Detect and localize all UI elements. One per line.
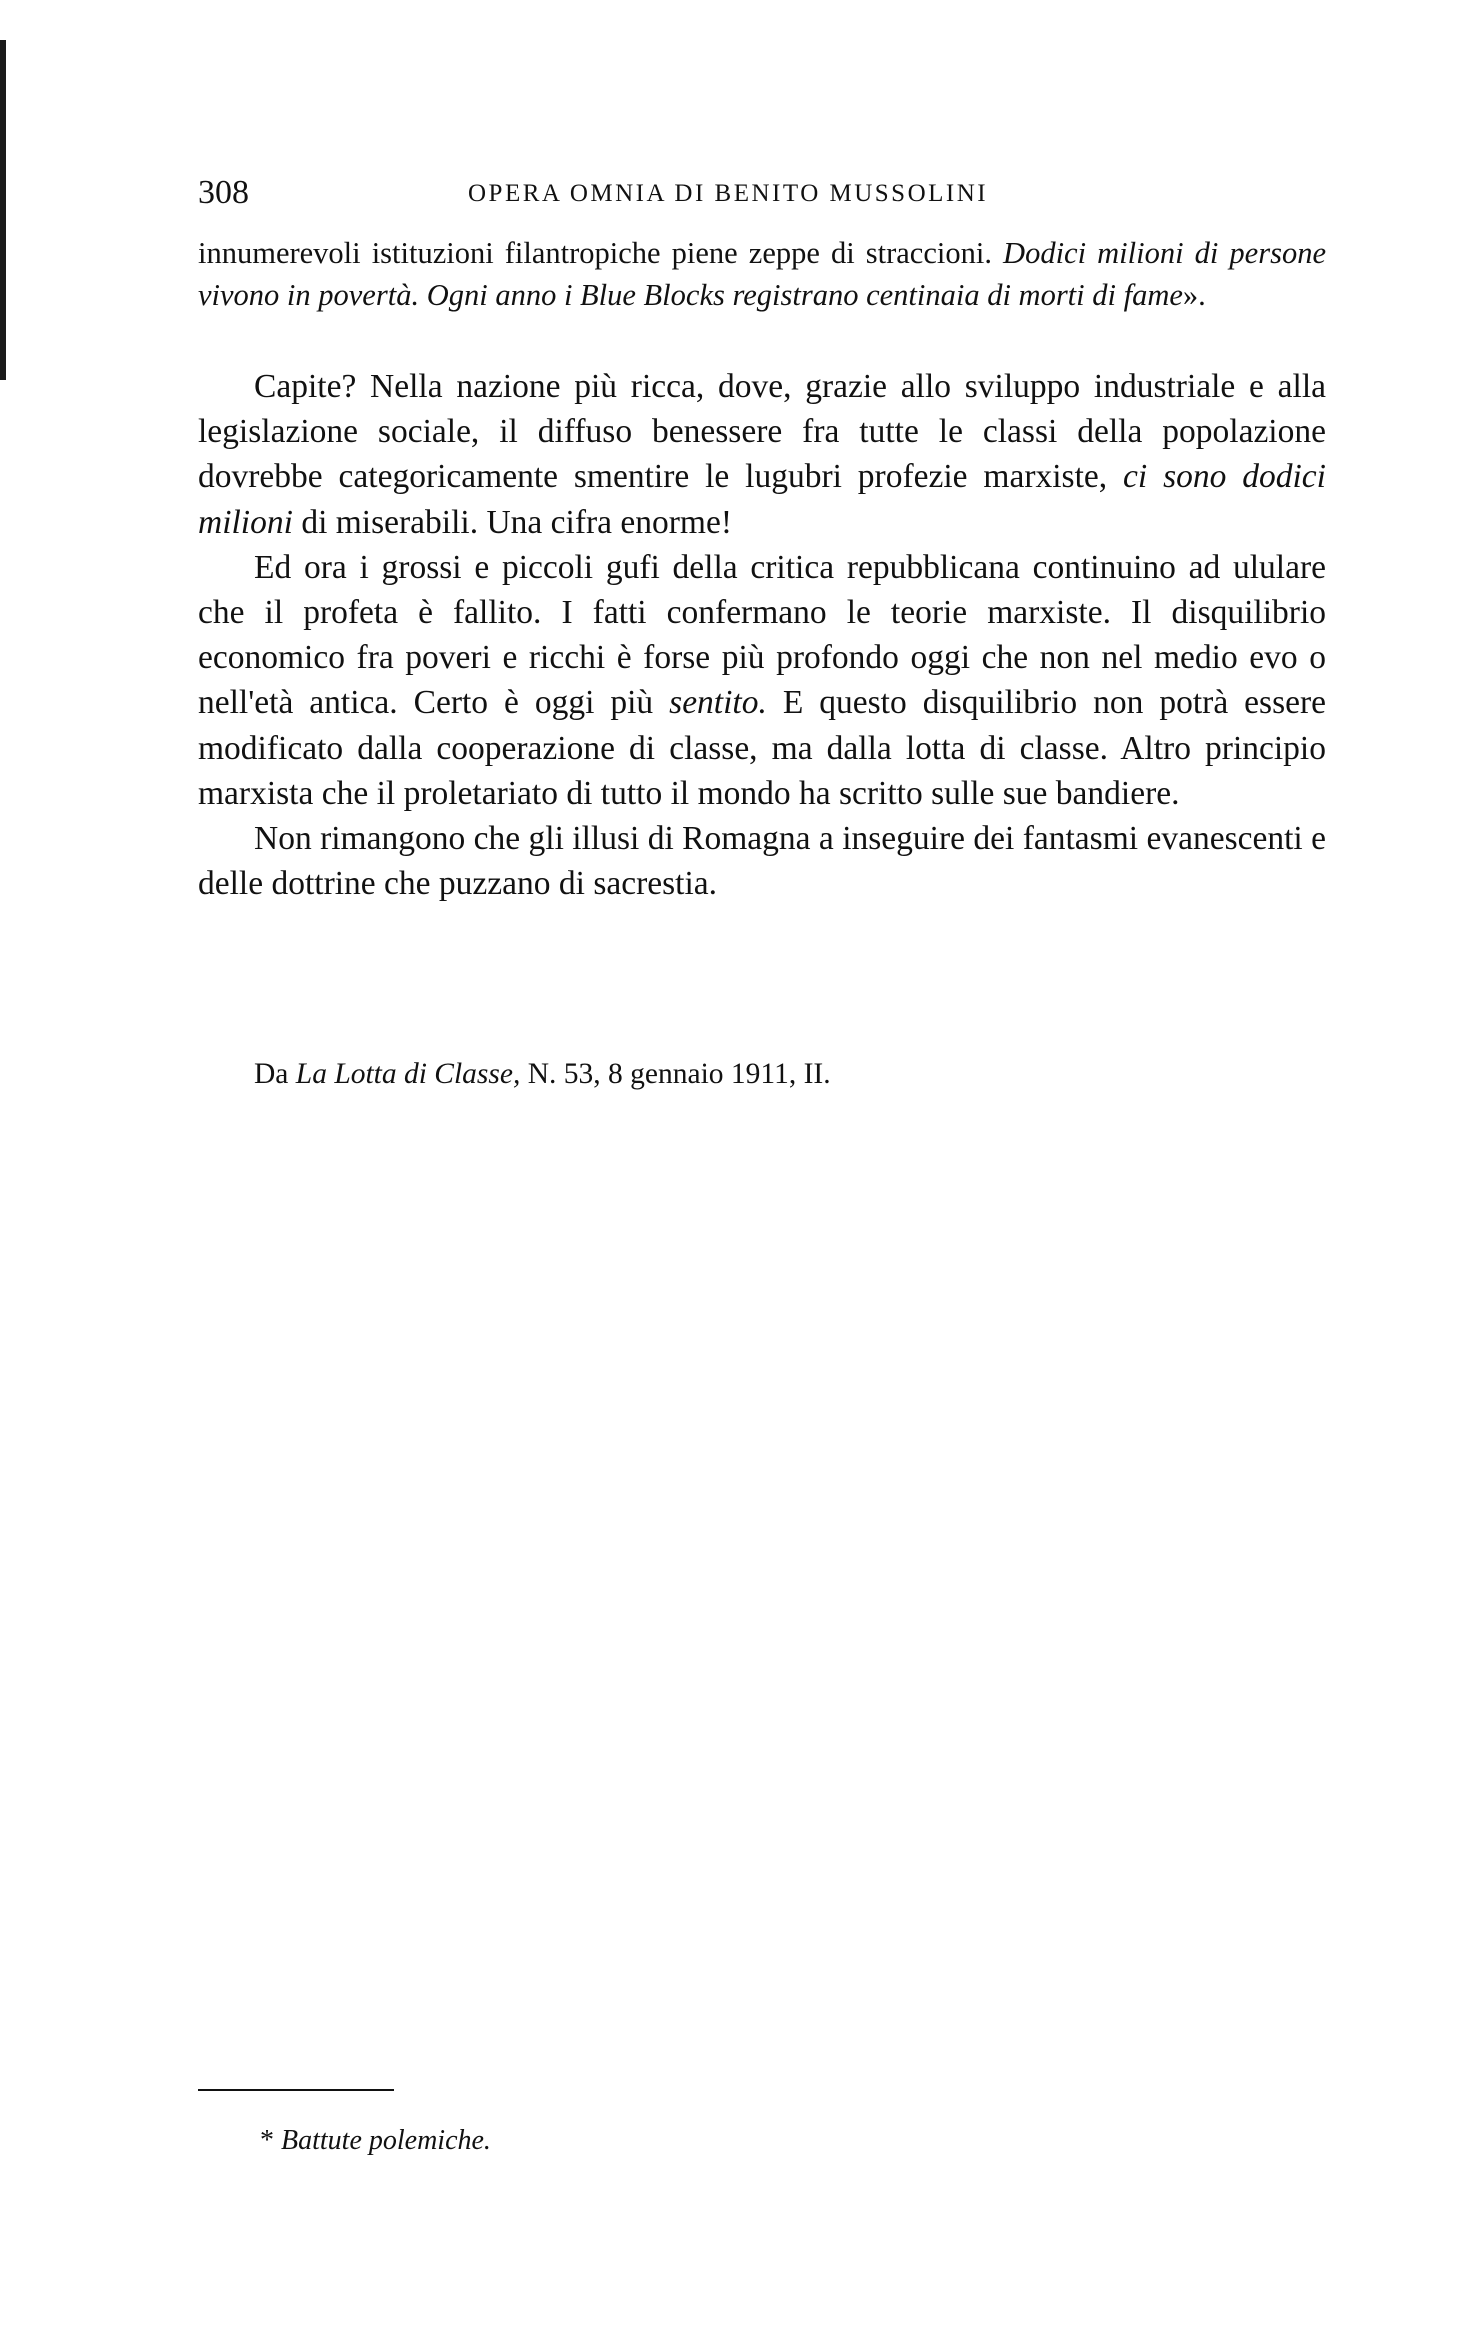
- footnote: [260, 2121, 491, 2161]
- paragraph-capite: [198, 364, 1326, 545]
- footnote-marker: *: [260, 2125, 281, 2156]
- source-title: La Lotta di Classe,: [295, 1058, 521, 1090]
- paragraph-text: E questo disquilibrio non potrà essere modificato dalla cooperazione di classe, ma dalla lotta di classe. Altro principio marxista che il proletariato di tutto il mondo ha scritto sulle sue bandiere.: [198, 684, 1327, 812]
- paragraph-gufi: [198, 545, 1326, 816]
- source-citation: [254, 1052, 831, 1096]
- source-prefix: Da: [254, 1058, 296, 1090]
- footnote-text: Battute polemiche.: [281, 2125, 491, 2156]
- page-number: 308: [198, 174, 249, 211]
- body-text: [198, 232, 1326, 906]
- paragraph-italic-text: sentito.: [669, 684, 767, 722]
- paragraph-text: Capite? Nella nazione più ricca, dove, grazie allo sviluppo industriale e alla legislazione sociale, il diffuso benessere fra tutte le classi della popolazione dovrebbe categoricamente smentire le lugubri profezie marxiste,: [198, 368, 1326, 496]
- quote-italic-text: Dodici milioni di persone vivono in povertà. Ogni anno i Blue Blocks registrano centinaia di morti di fame: [198, 236, 1326, 312]
- paragraph-continued-quote: [198, 232, 1326, 316]
- paragraph-italic-text: ci sono dodici milioni: [198, 458, 1326, 541]
- paragraph-text: Non rimangono che gli illusi di Romagna a inseguire dei fantasmi evanescenti e delle dottrine che puzzano di sacrestia.: [198, 820, 1326, 903]
- quote-text: innumerevoli istituzioni filantropiche piene zeppe di straccioni.: [198, 236, 1004, 270]
- paragraph-romagna: [198, 816, 1326, 906]
- source-details: N. 53, 8 gennaio 1911, II.: [520, 1058, 831, 1090]
- quote-close: ».: [1182, 278, 1206, 312]
- paragraph-text: Ed ora i grossi e piccoli gufi della critica repubblicana continuino ad ululare che il profeta è fallito. I fatti confermano le teorie marxiste. Il disquilibrio economico fra poveri e ricchi è forse più profondo oggi che non nel medio evo o nell'età antica. Certo è oggi più: [198, 548, 1326, 722]
- paragraph-text: di miserabili. Una cifra enorme!: [292, 503, 732, 541]
- footnote-divider: [198, 2089, 394, 2091]
- scan-edge-shadow: [0, 40, 6, 380]
- running-head: OPERA OMNIA DI BENITO MUSSOLINI: [468, 180, 989, 207]
- page-header: [198, 170, 1328, 220]
